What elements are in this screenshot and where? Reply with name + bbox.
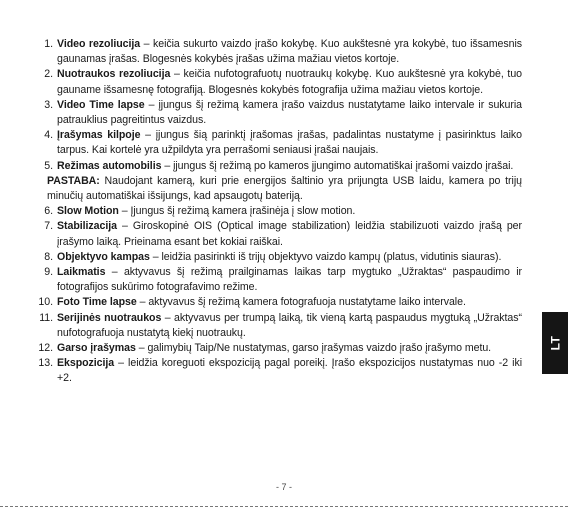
item-body [57,295,522,310]
list-item [38,311,522,341]
item-number: 3. [44,98,53,111]
bottom-divider [0,506,568,507]
list-item [38,356,522,386]
item-number: 12. [38,342,53,355]
item-text: – įjungus šį režimą po kameros įjungimo automatiškai įrašomi vaizdo įrašai. [161,159,514,172]
item-number: 10. [38,296,53,309]
item-term: Slow Motion [57,205,119,218]
list-item [38,159,522,174]
list-item [38,295,522,310]
item-term: Stabilizacija [57,220,117,233]
list-item [38,204,522,219]
item-body [57,219,522,249]
item-body [57,67,522,97]
list-item [38,250,522,265]
note-paragraph [47,174,522,204]
list-item [38,128,522,158]
note-label: PASTABA: [47,174,100,187]
item-text: – aktyvavus šį režimą prailginamas laikas tarp mygtuko „Užraktas“ paspaudimo ir fotografijos sukūrimo fotografavimo režime. [57,266,522,294]
list-item [38,37,522,67]
item-body [57,311,522,341]
item-term: Įrašymas kilpoje [57,129,141,142]
item-number: 4. [44,129,53,142]
item-body [57,159,522,174]
item-term: Laikmatis [57,266,106,279]
note-text: Naudojant kamerą, kuri prie energijos šaltinio yra prijungta USB laidu, kamera po trijų minučių automatiškai išsijungs, kad apsaugotų bateriją. [47,174,522,203]
item-body [57,250,522,265]
item-term: Nuotraukos rezoliucija [57,68,171,81]
item-text: – leidžia koreguoti ekspoziciją pagal poreikį. Įrašo ekspozicijos nustatymas nuo -2 iki +2. [57,357,522,385]
item-number: 6. [44,205,53,218]
item-text: – Giroskopinė OIS (Optical image stabilization) leidžia stabilizuoti vaizdo įrašą per įrašymo laiką. Prieinama esant bet kokiai raiškai. [57,220,522,248]
item-body [57,356,522,386]
language-tab [542,312,568,374]
item-body [57,265,522,295]
item-text: – Įjungus šį režimą kamera įrašinėja į slow motion. [118,205,356,218]
item-number: 9. [44,266,53,279]
list-item [38,341,522,356]
item-term: Garso įrašymas [57,342,136,355]
list-item [38,67,522,97]
item-term: Režimas automobilis [57,159,162,172]
item-number: 7. [44,220,53,233]
item-number: 11. [39,311,53,324]
instruction-list [38,37,522,387]
item-text: – įjungus šią parinktį įrašomas įrašas, padalintas nustatyme į pasirinktus laiko tarpus. Kai kortelė yra užpildyta yra perrašomi seniausi įrašai naujais. [57,129,522,157]
item-text: – keičia nufotografuotų nuotraukų kokybę. Kuo aukštesnė yra kokybė, tuo gauname išsamesnę fotografiją. Blogesnės kokybės fotografija užima mažiau vietos kortoje. [57,68,523,96]
item-term: Video rezoliucija [57,38,141,50]
item-number: 13. [38,357,53,370]
item-text: – aktyvavus šį režimą kamera fotografuoja nustatytame laiko intervale. [136,296,466,309]
item-number: 5. [44,159,53,172]
item-term: Video Time lapse [57,98,145,111]
language-tab-label: LT [548,335,562,351]
item-text: – keičia sukurto vaizdo įrašo kokybę. Kuo aukštesnė yra kokybė, tuo išsamesnis gaunamas įrašas. Blogesnės kokybės įrašas užima mažiau vietos kortoje. [57,38,522,66]
item-text: – galimybių Taip/Ne nustatymas, garso įrašymas vaizdo įrašo įrašymo metu. [135,342,492,355]
item-term: Objektyvo kampas [57,250,150,263]
item-number: 2. [44,68,53,81]
item-number: 8. [44,250,53,263]
item-text: – aktyvavus per trumpą laiką, tik vieną kartą paspaudus mygtuką „Užraktas“ nufotografuoja nustatytą kiekį nuotraukų. [57,311,522,339]
item-body [57,37,522,67]
item-text: – leidžia pasirinkti iš trijų objektyvo vaizdo kampų (platus, vidutinis siauras). [149,250,502,263]
item-text: – įjungus šį režimą kamera įrašo vaizdus nustatytame laiko intervale ir sukuria patrauklius pagreitintus vaizdus. [57,98,522,127]
item-body [57,204,522,219]
item-body [57,128,522,158]
item-number: 1. [44,38,53,50]
page-number: - 7 - [275,482,292,492]
list-item [38,98,522,128]
item-body [57,98,522,128]
item-term: Ekspozicija [57,357,115,370]
item-body [57,341,522,356]
list-item [38,219,522,249]
item-term: Foto Time lapse [57,296,137,309]
list-item [38,265,522,295]
item-term: Serijinės nuotraukos [57,311,162,324]
